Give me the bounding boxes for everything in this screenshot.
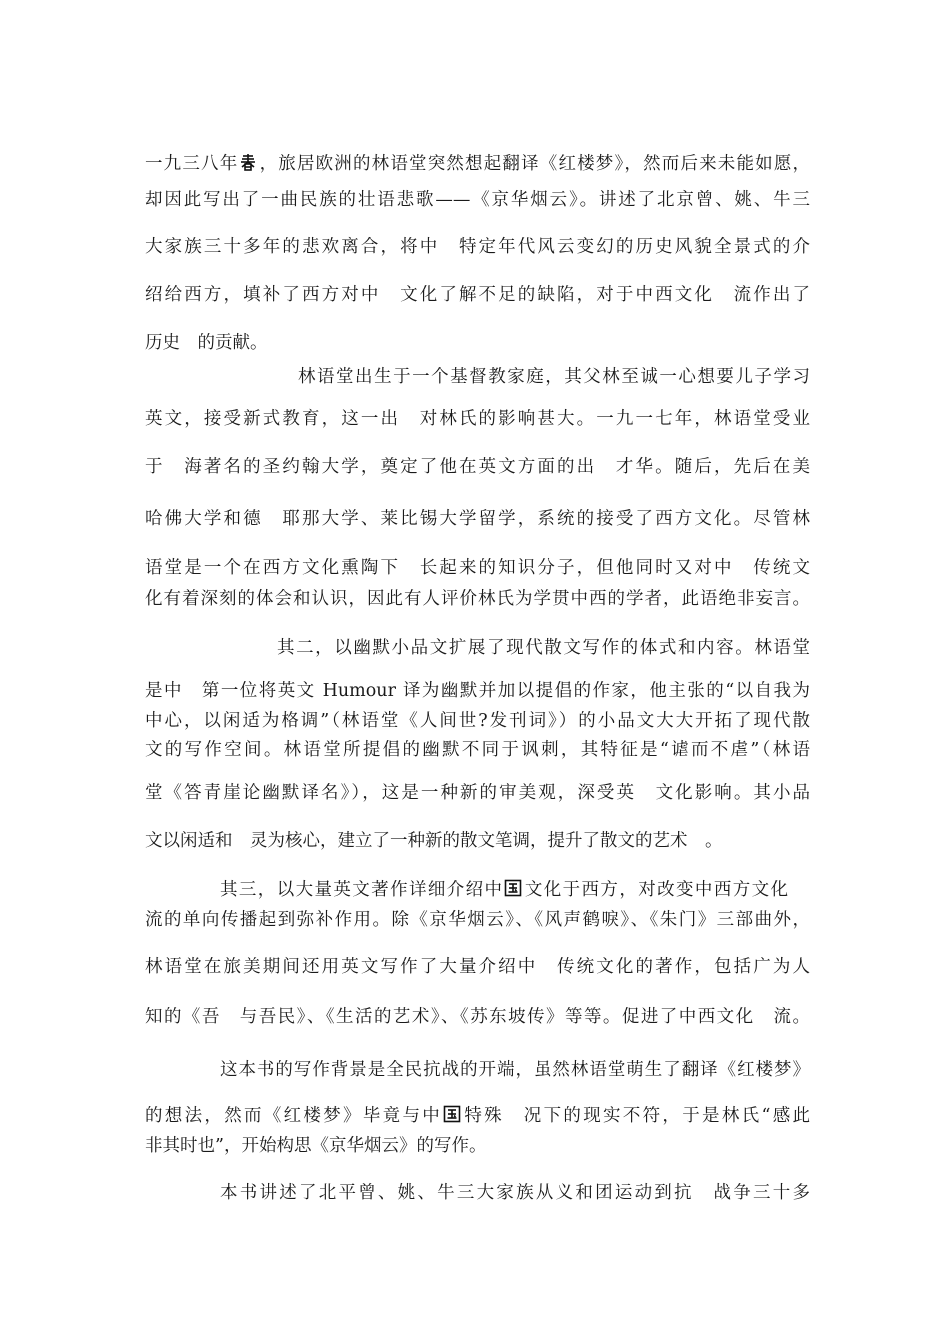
p1-line-2: 却因此写出了一曲民族的壮语悲歌——《京华烟云》。讲述了北京曾、姚、牛三 — [145, 190, 810, 210]
p2-line-1: 林语堂出生于一个基督教家庭，其父林至诚一心想要儿子学习 — [298, 367, 810, 387]
p4-line-3: 林语堂在旅美期间还用英文写作了大量介绍中 传统文化的著作，包括广为人 — [145, 957, 810, 977]
p3-line-4: 文的写作空间。林语堂所提倡的幽默不同于讽刺，其特征是“谑而不虐”（林语 — [145, 740, 810, 760]
guo-char-glyph-icon — [504, 879, 522, 897]
p2-line-4: 哈佛大学和德 耶那大学、莱比锡大学留学，系统的接受了西方文化。尽管林 — [145, 509, 810, 529]
p3-line-1: 其二，以幽默小品文扩展了现代散文写作的体式和内容。林语堂 — [277, 638, 810, 658]
p1-line-4: 绍给西方，填补了西方对中 文化了解不足的缺陷，对于中西文化 流作出了 — [145, 285, 810, 305]
p1-line-1: 一九三八年 ，旅居欧洲的林语堂突然想起翻译《红楼梦》，然而后来未能如愿， — [145, 154, 810, 174]
p3-line-5: 堂《答青崖论幽默译名》），这是一种新的审美观，深受英 文化影响。其小品 — [145, 783, 810, 803]
p3-line-3: 中心，以闲适为格调”（林语堂《人间世?发刊词》）的小品文大大开拓了现代散 — [145, 711, 810, 731]
p4-line-4: 知的《吾 与吾民》、《生活的艺术》、《苏东坡传》等等。促进了中西文化 流。 — [145, 1007, 810, 1027]
p2-line-6: 化有着深刻的体会和认识，因此有人评价林氏为学贯中西的学者，此语绝非妄言。 — [145, 589, 810, 609]
p5-line-2: 的想法，然而《红楼梦》毕竟与中 特殊 况下的现实不符，于是林氏“感此 — [145, 1106, 810, 1126]
p3-line-6: 文以闲适和 灵为核心，建立了一种新的散文笔调，提升了散文的艺术 。 — [145, 831, 723, 851]
guo-char-glyph-icon — [443, 1105, 461, 1123]
p3-line-2: 是中 第一位将英文 Humour 译为幽默并加以提倡的作家，他主张的“以自我为 — [145, 681, 810, 701]
spring-char-glyph-icon — [239, 153, 257, 171]
p2-line-5: 语堂是一个在西方文化熏陶下 长起来的知识分子，但他同时又对中 传统文 — [145, 558, 810, 578]
p4-line-1: 其三，以大量英文著作详细介绍中 文化于西方，对改变中西方文化 — [220, 880, 788, 900]
p5-line-3: 非其时也”，开始构思《京华烟云》的写作。 — [145, 1136, 487, 1156]
p4-line-2: 流的单向传播起到弥补作用。除《京华烟云》、《风声鹤唳》、《朱门》三部曲外， — [145, 910, 810, 930]
p1-line-3: 大家族三十多年的悲欢离合，将中 特定年代风云变幻的历史风貌全景式的介 — [145, 237, 810, 257]
p5-line-1: 这本书的写作背景是全民抗战的开端，虽然林语堂萌生了翻译《红楼梦》 — [220, 1060, 810, 1080]
p2-line-2: 英文，接受新式教育，这一出 对林氏的影响甚大。一九一七年，林语堂受业 — [145, 409, 810, 429]
p1-line-5: 历史 的贡献。 — [145, 333, 268, 353]
p2-line-3: 于 海著名的圣约翰大学，奠定了他在英文方面的出 才华。随后，先后在美 — [145, 457, 810, 477]
p6-line-1: 本书讲述了北平曾、姚、牛三大家族从义和团运动到抗 战争三十多 — [220, 1183, 810, 1203]
